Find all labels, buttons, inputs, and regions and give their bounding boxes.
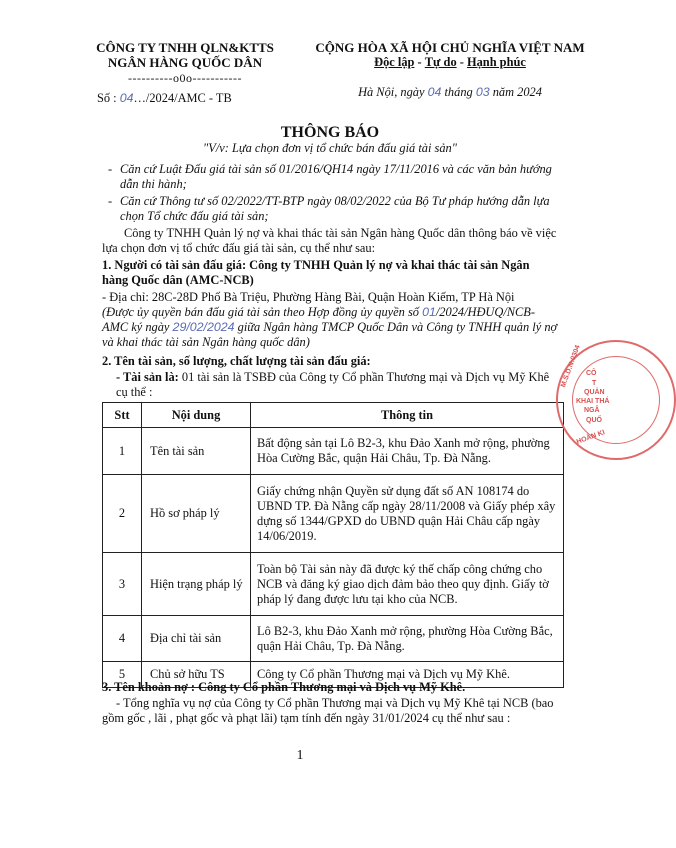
motto-sep2: - (456, 55, 467, 69)
row-stt: 2 (103, 475, 142, 553)
row-stt: 5 (103, 662, 142, 688)
section3-heading: 3. Tên khoản nợ : Công ty Cổ phần Thương mại và Dịch vụ Mỹ Khê. (102, 680, 466, 694)
legal-basis-2: - Căn cứ Thông tư số 02/2022/TT-BTP ngày 08/02/2022 của Bộ Tư pháp hướng dẫn lựa chọn Tổ chức đấu giá tài sản; (120, 194, 560, 224)
row-info: Lô B2-3, khu Đảo Xanh mở rộng, phường Hòa Cường Bắc, quận Hải Châu, Tp. Đà Nẵng. (251, 616, 564, 662)
section1-address: - Địa chỉ: 28C-28D Phố Bà Triệu, Phường Hàng Bài, Quận Hoàn Kiếm, TP Hà Nội (102, 290, 515, 304)
stamp-line: T (592, 380, 597, 387)
intro-paragraph: Công ty TNHH Quản lý nợ và khai thác tài sản Ngân hàng Quốc dân thông báo về việc lựa chọn đơn vị tổ chức đấu giá tài sản, cụ thể như sau: (102, 226, 557, 255)
header-content: Nội dung (142, 403, 251, 428)
national-motto (300, 55, 600, 70)
stamp-line: QUẢN (584, 389, 605, 396)
company-seal-stamp (556, 340, 676, 460)
section1-authorization (102, 305, 558, 350)
republic-name: CỘNG HÒA XÃ HỘI CHỦ NGHĨA VIỆT NAM (315, 40, 585, 55)
row-stt: 4 (103, 616, 142, 662)
row-content: Hồ sơ pháp lý (142, 475, 251, 553)
row-info: Bất động sản tại Lô B2-3, khu Đảo Xanh mở rộng, phường Hòa Cường Bắc, quận Hải Châu, Tp. Đà Nẵng. (251, 428, 564, 475)
stamp-code: M.S.D.N:0304 (560, 344, 582, 389)
table-header-row (103, 403, 564, 428)
date-suffix: năm 2024 (489, 85, 542, 99)
stamp-line: HOÀN KI (575, 429, 606, 446)
stamp-line: QUỐ (586, 417, 602, 424)
row-info: Giấy chứng nhận Quyền sử dụng đất số AN 108174 do UBND TP. Đà Nẵng cấp ngày 28/11/2008 và Giấy phép xây dựng số 1344/GPXD do UBND quận Hải Châu cấp ngày 14/06/2019. (251, 475, 564, 553)
motto-sep1: - (414, 55, 425, 69)
row-content: Tên tài sản (142, 428, 251, 475)
section3-text: - Tổng nghĩa vụ nợ của Công ty Cổ phần Thương mại và Dịch vụ Mỹ Khê tại NCB (bao gồm gốc , lãi , phạt gốc và phạt lãi) tạm tính đến ngày 31/01/2024 cụ thể như sau : (102, 696, 554, 725)
row-stt: 3 (103, 553, 142, 616)
date-month-handwritten: 03 (475, 85, 490, 99)
org-separator: ----------o0o----------- (128, 71, 242, 85)
doc-number-handwritten: 04 (119, 91, 134, 105)
stamp-line: KHAI THÁ (576, 398, 610, 405)
table-row (103, 475, 564, 553)
auth-part1: (Được ủy quyền bán đấu giá tài sản theo Hợp đồng ủy quyền số (102, 305, 423, 319)
section1-heading: 1. Người có tài sản đấu giá: Công ty TNHH Quản lý nợ và khai thác tài sản Ngân hàng Quốc dân (AMC-NCB) (102, 258, 530, 287)
asset-text: 01 tài sản là TSBĐ của Công ty Cổ phần Thương mại và Dịch vụ Mỹ Khê cụ thể : (116, 370, 550, 399)
stamp-line: CÔ (586, 370, 597, 377)
date-day-handwritten: 04 (427, 85, 442, 99)
auth-part3: giữa Ngân hàng TMCP Quốc Dân và Công ty TNHH quản lý nợ và khai thác tài sản Ngân hàng quốc dân) (102, 320, 558, 349)
table-row (103, 616, 564, 662)
org-name-line1: CÔNG TY TNHH QLN&KTTS (96, 40, 274, 55)
section2-asset (116, 370, 560, 400)
motto-part2: Tự do (424, 55, 457, 69)
asset-info-table (102, 402, 564, 688)
document-number (97, 91, 232, 106)
header-stt: Stt (103, 403, 142, 428)
row-content: Địa chỉ tài sản (142, 616, 251, 662)
table-row (103, 553, 564, 616)
doc-number-suffix: …/2024/AMC - TB (133, 91, 232, 105)
header-info: Thông tin (251, 403, 564, 428)
auth-part2: /2024/HĐUQ/NCB-AMC ký ngày (102, 305, 535, 334)
motto-part3: Hạnh phúc (466, 55, 526, 69)
section2-heading: 2. Tên tài sản, số lượng, chất lượng tài sản đấu giá: (102, 354, 371, 368)
doc-number-prefix: Số : (97, 91, 120, 105)
row-content: Hiện trạng pháp lý (142, 553, 251, 616)
legal-basis-1: - Căn cứ Luật Đấu giá tài sản số 01/2016/QH14 ngày 17/11/2016 và các văn bản hướng dẫn thi hành; (120, 162, 560, 192)
document-title: THÔNG BÁO (280, 124, 380, 141)
org-name-line2: NGÂN HÀNG QUỐC DÂN (107, 55, 263, 70)
auth-date-handwritten: 29/02/2024 (172, 320, 235, 334)
row-stt: 1 (103, 428, 142, 475)
row-info: Công ty Cổ phần Thương mại và Dịch vụ Mỹ Khê. (251, 662, 564, 688)
date-prefix: Hà Nội, ngày (358, 85, 428, 99)
document-date (300, 85, 600, 100)
asset-label: - Tài sản là: (116, 370, 182, 384)
row-info: Toàn bộ Tài sản này đã được ký thế chấp công chứng cho NCB và đăng ký giao dịch đảm bảo theo quy định. Giấy tờ pháp lý đang được lưu tại kho của NCB. (251, 553, 564, 616)
row-content: Chủ sở hữu TS (142, 662, 251, 688)
document-subject: "V/v: Lựa chọn đơn vị tổ chức bán đấu giá tài sản" (203, 141, 457, 155)
stamp-line: NGÂ (584, 407, 600, 414)
date-mid: tháng (441, 85, 476, 99)
page-number: 1 (296, 748, 304, 763)
motto-part1: Độc lập (374, 55, 415, 69)
table-row (103, 428, 564, 475)
auth-number-handwritten: 01 (422, 305, 436, 319)
